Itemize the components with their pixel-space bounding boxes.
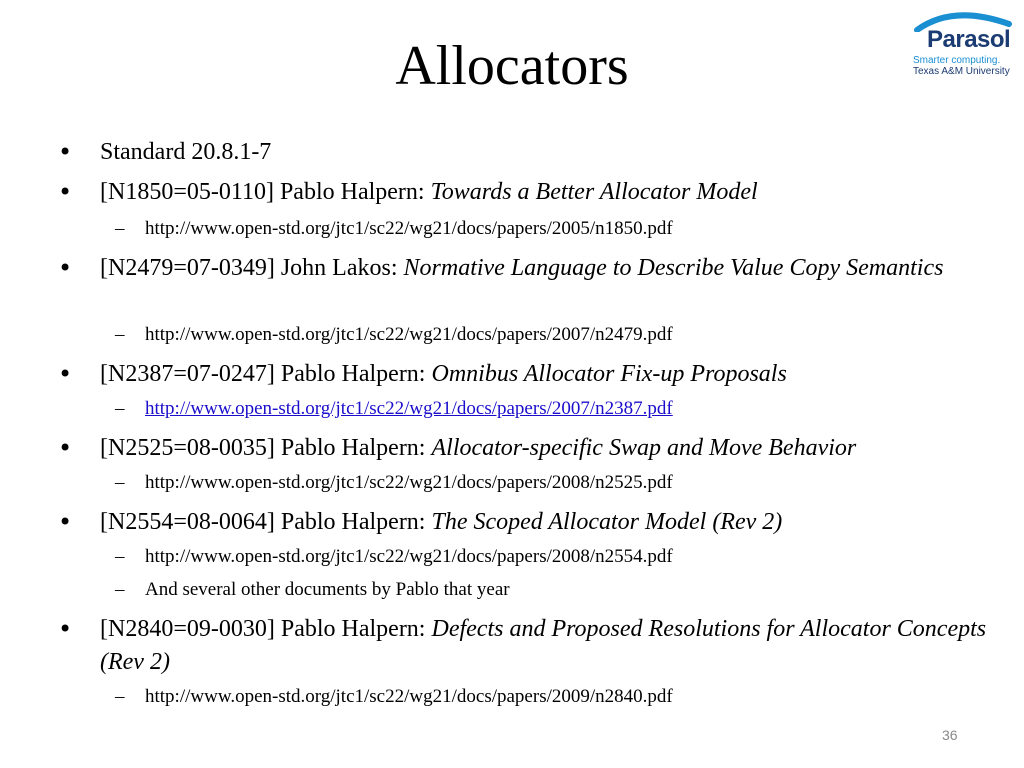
sub-item [115,471,1005,495]
bullet-title: Omnibus Allocator Fix-up Proposals [431,361,787,387]
bullet-item [58,252,1005,285]
page-number: 36 [942,727,958,743]
sub-item [115,217,1005,241]
dash-icon: – [115,579,125,600]
bullet-icon: • [58,254,73,282]
bullet-item [58,613,1005,679]
bullet-item [58,432,1005,465]
dash-icon: – [115,546,125,567]
bullet-icon: • [58,615,73,643]
sub-text: http://www.open-std.org/jtc1/sc22/wg21/docs/papers/2005/n1850.pdf [145,218,673,239]
bullet-icon: • [58,360,73,388]
bullet-item [58,176,1005,209]
bullet-title: Towards a Better Allocator Model [430,179,758,205]
logo-tagline-1: Smarter computing. [913,55,1001,66]
sub-text: http://www.open-std.org/jtc1/sc22/wg21/docs/papers/2009/n2840.pdf [145,686,673,707]
bullet-text: Standard 20.8.1-7 [100,139,272,165]
bullet-text: [N2479=07-0349] John Lakos: [100,255,404,281]
bullet-icon: • [58,434,73,462]
dash-icon: – [115,686,125,707]
bullet-text: [N2840=09-0030] Pablo Halpern: [100,616,432,642]
slide-title: Allocators [395,35,629,97]
bullet-title: The Scoped Allocator Model (Rev 2) [431,509,783,535]
sub-item [115,545,1005,569]
bullet-icon: • [58,508,73,536]
bullet-text: [N2525=08-0035] Pablo Halpern: [100,435,432,461]
dash-icon: – [115,324,125,345]
sub-text: And several other documents by Pablo that year [145,579,510,600]
sub-item [115,323,1005,347]
sub-item [115,578,1005,602]
logo-tagline-2: Texas A&M University [913,66,1010,77]
sub-text: http://www.open-std.org/jtc1/sc22/wg21/docs/papers/2008/n2525.pdf [145,472,673,493]
paper-link[interactable]: http://www.open-std.org/jtc1/sc22/wg21/docs/papers/2007/n2387.pdf [145,398,673,419]
bullet-title: Allocator-specific Swap and Move Behavior [431,435,857,461]
dash-icon: – [115,472,125,493]
bullet-item [58,358,1005,391]
bullet-item [58,506,1005,539]
sub-text: http://www.open-std.org/jtc1/sc22/wg21/docs/papers/2008/n2554.pdf [145,546,673,567]
bullet-title: Normative Language to Describe Value Copy Semantics [403,255,944,281]
sub-item [115,397,1005,421]
logo-name: Parasol [927,26,1011,53]
sub-text: http://www.open-std.org/jtc1/sc22/wg21/docs/papers/2007/n2479.pdf [145,324,673,345]
bullet-icon: • [58,138,73,166]
dash-icon: – [115,218,125,239]
bullet-text: [N1850=05-0110] Pablo Halpern: [100,179,431,205]
bullet-icon: • [58,178,73,206]
bullet-text: [N2554=08-0064] Pablo Halpern: [100,509,432,535]
bullet-title: Defects and Proposed Resolutions for Allocator Concepts (Rev 2) [100,616,987,675]
sub-item [115,685,1005,709]
bullet-text: [N2387=07-0247] Pablo Halpern: [100,361,432,387]
bullet-item [58,136,1005,169]
dash-icon: – [115,398,125,419]
